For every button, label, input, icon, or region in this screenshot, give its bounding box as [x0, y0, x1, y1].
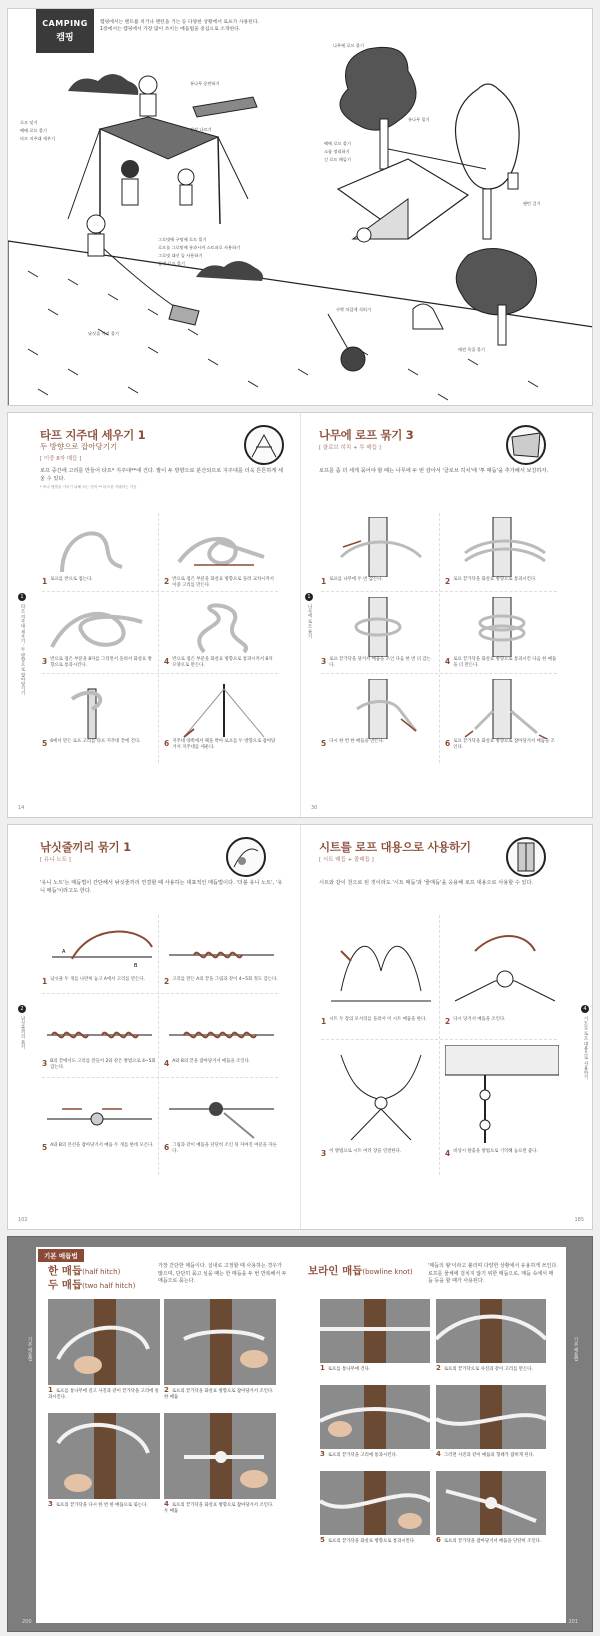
step-5: 5 A와 B의 본선을 잡아당겨서 매듭 두 개를 한데 모은다.	[42, 1083, 156, 1158]
side-tab: 1나무에 로프 묶기	[307, 594, 312, 639]
half-hitch-intro: 가장 간단한 매듭이다. 실내로 고정할 때 사용하는 경우가 많으며, 단단히 묶고 싶을 때는 한 매듭을 두 번 반복해서 두 매듭으로 묶는다.	[158, 1263, 287, 1284]
caption-bowline-5: 5 로프의 끝가닥을 화살표 방향으로 통과시킨다.	[320, 1536, 416, 1544]
step-2: 2 로프 끝가닥을 화살표 방향으로 통과시킨다.	[445, 517, 559, 592]
camping-scene	[8, 9, 593, 406]
caption-bowline-3: 3 로프의 끝가닥을 고리에 통과시킨다.	[320, 1450, 398, 1458]
label-log-tie: 통나무 묶기	[408, 117, 430, 122]
badge-en: CAMPING	[42, 19, 88, 28]
step-3: 3 B의 끝에서도 고리를 만들어 2와 같은 방법으로 4~5회 감는다.	[42, 999, 156, 1074]
caption-bowline-1: 1 로프를 통나무에 건다.	[320, 1364, 371, 1372]
page-notes: * 비나 햇볕을 가리기 위해 치는 천막 ** 타프를 지탱하는 기둥	[40, 485, 137, 489]
photo-bowline-5	[320, 1471, 430, 1535]
step-2: 2 반으로 접은 부분을 화살표 방향으로 돌려 교차시켜서 이중 고리를 만든다.	[164, 517, 278, 592]
caption-bowline-6: 6 로프의 끝가닥을 잡아당겨서 매듭을 단단히 조인다.	[436, 1536, 542, 1544]
label-fishing-line: 낚싯줄 끼리 묶기	[88, 331, 119, 336]
step-2: 2 고리를 만든 A의 끝을 그림과 같이 4~5회 정도 감는다.	[164, 917, 278, 992]
knot-tag: [ 시트 매듭 + 줄매듭 ]	[319, 857, 374, 863]
caption-bowline-2: 2 로프의 끝가닥으로 사진과 같이 고리를 만든다.	[436, 1364, 533, 1372]
photo-step-2	[164, 1299, 276, 1385]
spread-fishing-sheet	[7, 824, 593, 1230]
section-disc-icon	[226, 837, 266, 877]
camping-overview-spread	[7, 8, 593, 406]
side-tab: 2낚싯줄끼리 묶기	[20, 1006, 25, 1049]
page-intro: '유니 노트'는 매듭법이 간단해서 낚싯줄끼리 연결할 때 사용하는 대표적인 매듭법이다. '더블 유니 노트', '유니 매듭'이라고도 한다.	[40, 880, 283, 894]
page-fishing-line	[8, 825, 301, 1229]
page-number: 30	[311, 805, 318, 811]
page-intro: 로프를 좀 더 세게 묶어야 할 때는 나무에 두 번 감아서 '클로브 히치'에 '투 매듭'을 추가해서 보강하자.	[319, 468, 549, 474]
page-number: 185	[574, 1217, 584, 1223]
step-1: 1 로프를 반으로 접는다.	[42, 517, 156, 592]
basic-knots-badge: 기본 매듭법	[38, 1249, 84, 1262]
label-peg-tie-2: 팩에 로프 묶기	[324, 141, 351, 146]
page-subtitle: 두 방향으로 잡아당기기	[40, 442, 118, 451]
knot-tag: [ 클로브 히치 + 투 매듭 ]	[319, 445, 381, 451]
section-disc-icon	[244, 425, 284, 465]
svg-text:B: B	[134, 963, 138, 969]
step-6: 6 그림과 같이 매듭을 단단히 조인 뒤 자여진 여분을 자른다.	[164, 1083, 278, 1158]
step-4: 4 로프 끝가닥을 화살표 방향으로 통과시킨 다음 한 매듭을 더 만든다.	[445, 597, 559, 672]
step-1: 1 시트 두 장의 모서리를 돌려서 이 시트 매듭을 한다.	[321, 921, 435, 1031]
step-6: 6 로프 끝가닥을 화살표 방향으로 잡아당겨서 매듭을 조인다.	[445, 679, 559, 754]
step-6: 6 지주대 양쪽에서 팩을 박아 로프를 두 방향으로 잡아당겨서 지주대를 세운다.	[164, 679, 278, 754]
page-tree-tie	[301, 413, 593, 817]
page-title: 시트를 로프 대용으로 사용하기	[319, 840, 471, 854]
side-tab-right: 기본 매듭법	[573, 1337, 578, 1361]
label-stone-grommet: 그로밋 대신 돌 사용하기	[158, 253, 203, 258]
section-disc-icon	[506, 837, 546, 877]
side-tab: 4시트를 로프 대용으로 사용하기	[583, 1006, 588, 1079]
label-firewood: 장작 나르기	[190, 127, 212, 132]
step-4: 4 반으로 접은 부분을 화살표 방향으로 통과시켜서 8자 모양으로 만든다.	[164, 597, 278, 672]
page-number: 102	[18, 1217, 28, 1223]
page-sheet-rope	[301, 825, 593, 1229]
photo-step-3	[48, 1413, 160, 1499]
page-title: 낚싯줄끼리 묶기 1	[40, 840, 131, 854]
photo-bowline-4	[436, 1385, 546, 1449]
step-1: A B 1 낚싯줄 두 개를 나란히 놓고 A에서 고리를 만든다.	[42, 917, 156, 992]
caption-bowline-4: 4 그러면 사진과 같이 매듭의 형태가 잡히게 된다.	[436, 1450, 535, 1458]
page-number: 201	[568, 1619, 578, 1625]
step-2: 2 다시 당겨서 매듭을 조인다.	[445, 921, 559, 1031]
page-title: 타프 지주대 세우기 1	[40, 428, 146, 442]
photo-bowline-6	[436, 1471, 546, 1535]
label-grommet-stopper: 로프를 그로밋에 통과시켜 스토퍼로 사용하기	[158, 245, 241, 250]
bowline-intro: '매듭의 왕'이라고 불리며 다양한 상황에서 유용하게 쓰인다. 로프를 물체에 걸치지 않기 위한 매듭으로, 매듭 속에서 매듭 등을 할 때가 사용된다.	[428, 1263, 558, 1284]
label-rope-join: 로프 잇기	[20, 120, 38, 125]
knot-tag: [ 유니 노트 ]	[40, 857, 71, 863]
photo-step-1	[48, 1299, 160, 1385]
side-tab-left: 기본 매듭법	[27, 1337, 32, 1361]
label-dog-leash: 애견 목줄 묶기	[458, 347, 485, 352]
overview-intro: 캠핑에서는 텐트를 치거나 랜턴을 거는 등 다양한 상황에서 로프가 사용된다. 1장에서는 캠핑에서 가장 많이 쓰이는 매듭법을 중심으로 소개한다.	[100, 20, 259, 32]
label-peg-tie: 팩에 로프 묶기	[20, 128, 47, 133]
step-5: 5 6에서 만든 로프 고리를 타프 지주대 끝에 건다.	[42, 679, 156, 754]
caption-step-1: 1 로프를 통나무에 걸고 사진과 같이 끝가닥을 고리에 통과시킨다.	[48, 1386, 159, 1400]
label-gear-organize: 소품 정리하기	[324, 149, 350, 154]
page-number: 14	[18, 805, 25, 811]
label-log-carry: 통나무 운반하기	[190, 81, 220, 86]
side-tab: 1타프 지주대 세우기 · 두 방향으로 잡아당기기	[20, 594, 25, 696]
caption-step-4: 4 로프의 끝가닥을 화살표 방향으로 잡아당겨서 조인다. 두 매듭	[164, 1500, 274, 1514]
step-4: 4 A와 B의 끝을 잡아당겨서 매듭을 조인다.	[164, 999, 278, 1074]
photo-step-4	[164, 1413, 276, 1499]
photo-bowline-3	[320, 1385, 430, 1449]
step-3: 3 로프 끝가닥을 당겨서 매듭을 조인 다음 한 번 더 감는다.	[321, 597, 435, 672]
page-number: 200	[22, 1619, 32, 1625]
step-4: 4 비상시 탈출을 방법으로 기억해 놓으면 좋다.	[445, 1045, 559, 1165]
svg-text:A: A	[62, 949, 66, 955]
photo-bowline-2	[436, 1299, 546, 1363]
title-half-hitch: 한 매듭(half hitch)	[48, 1265, 121, 1277]
title-two-half-hitch: 두 매듭(two half hitch)	[48, 1279, 136, 1291]
title-bowline: 보라인 매듭(bowline knot)	[308, 1265, 413, 1277]
label-stone-tie: 돌에 로프 묶기	[158, 261, 185, 266]
step-3: 3 이 방법으로 시트 여러 장을 연결한다.	[321, 1045, 435, 1165]
step-3: 3 반으로 접은 부분을 8자를 그리면서 돌려서 화살표 방향으로 통과시킨다.	[42, 597, 156, 672]
label-lantern: 랜턴 걸기	[523, 201, 541, 206]
caption-step-2: 2 로프의 끝가닥을 화살표 방향으로 잡아당겨서 조인다. 한 매듭	[164, 1386, 274, 1400]
step-1: 1 로프를 나무에 두 번 감는다.	[321, 517, 435, 592]
label-grommet: 그로밋에 구멍에 로프 묶기	[158, 237, 207, 242]
page-tarp-pole	[8, 413, 301, 817]
caption-step-3: 3 로프의 끝가닥을 다시 한 번 한 매듭으로 묶는다.	[48, 1500, 148, 1508]
label-tree-tie: 나무에 로프 묶기	[333, 43, 364, 48]
badge-ko: 캠핑	[56, 33, 74, 43]
step-5: 5 다시 한 번 한 매듭을 만든다.	[321, 679, 435, 754]
page-intro: 시트와 같이 천으로 된 것이라도 '시트 매듭'과 '줄매듭'을 응용해 로프 대용으로 사용할 수 있다.	[319, 880, 534, 886]
spread-tarp-tree	[7, 412, 593, 818]
page-title: 나무에 로프 묶기 3	[319, 428, 414, 442]
photo-bowline-1	[320, 1299, 430, 1363]
label-watermelon: 수박 차갑게 식히기	[336, 307, 372, 312]
section-disc-icon	[506, 425, 546, 465]
knot-tag: [ 이중 8자 매듭 ]	[40, 456, 82, 462]
label-tarp-pole: 타프 지주대 세우기	[20, 136, 56, 141]
spread-basic-knots	[7, 1236, 593, 1632]
label-long-rope: 긴 로프 매듭기	[324, 157, 351, 162]
page-intro: 로프 중간에 고리를 만들어 타프* 지주대**에 건다. 팔이 두 방향으로 분산되므로 지주대를 더욱 튼튼하게 세울 수 있다.	[40, 468, 283, 482]
